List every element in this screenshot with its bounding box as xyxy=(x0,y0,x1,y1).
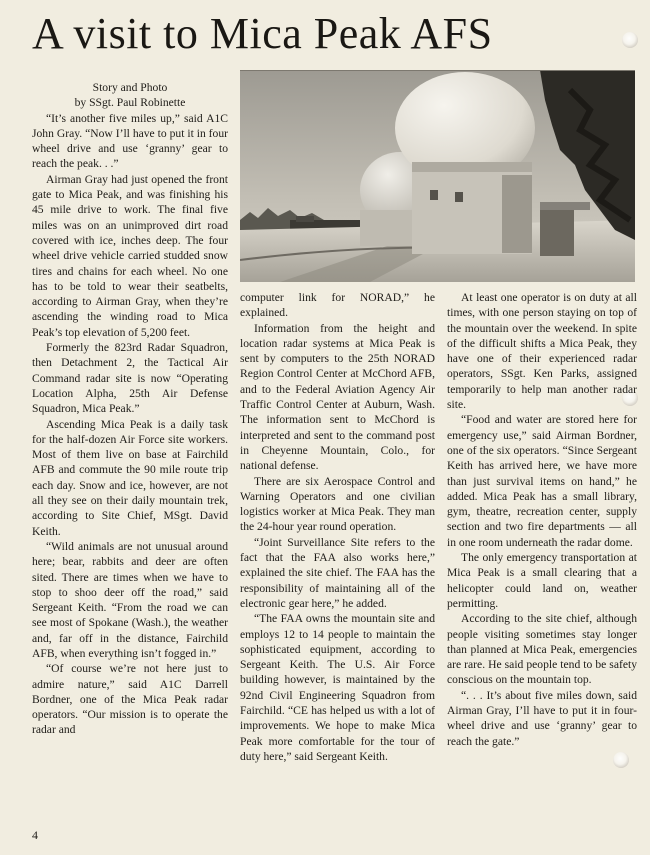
headline: A visit to Mica Peak AFS xyxy=(32,9,493,58)
paragraph: “Joint Surveillance Site refers to the fact that the FAA also works here,” explained the site chief. The FAA has the responsibility of maintaining all of the electronic gear here,” he added. xyxy=(240,535,435,610)
paragraph: Airman Gray had just opened the front gate to Mica Peak, and was finishing his 45 mile drive to work. The final five miles was on an unimproved dirt road covered with ice, inches deep. The four wheel drive vehicle carried studded snow tires and chains for each wheel. No one has to be told to wear their seatbelts, according to Airman Gray, when they’re ascending the winding road to Mica Peak’s top elevation of 5,200 feet. xyxy=(32,172,228,339)
paragraph: Formerly the 823rd Radar Squadron, then Detachment 2, the Tactical Air Command radar site is now “Operating Location Alpha, 25th Air Defense Squadron, Mica Peak.” xyxy=(32,341,228,416)
paragraph: There are six Aerospace Control and Warning Operators and one civilian logistics worker at Mica Peak. They man the 24-hour year round operation. xyxy=(240,474,435,534)
byline-line-1: Story and Photo xyxy=(92,81,168,94)
paragraph: “Of course we’re not here just to admire nature,” said A1C Darrell Bordner, one of the Mica Peak radar operators. “Our mission is to operate the radar and xyxy=(32,662,228,737)
paragraph: “Food and water are stored here for emergency use,” said Airman Bordner, one of the six operators. “Since Sergeant Keith has arrived here, we have more than just survival items on hand,” he added. Mica Peak has a small library, gym, theatre, recreation center, supply section and two fire departments — all in one room underneath the radar dome. xyxy=(447,413,637,549)
photo-radar-domes xyxy=(240,70,635,282)
paragraph: Ascending Mica Peak is a daily task for the half-dozen Air Force site workers. Most of them live on base at Fairchild AFB and commute the 90 mile route trip each day. Snow and ice, however, are not all they see on their daily mountain trek, according to Site Chief, MSgt. David Keith. xyxy=(32,417,228,538)
paragraph: computer link for NORAD,” he explained. xyxy=(240,291,435,320)
article-column-1 xyxy=(32,80,228,738)
paragraph: Information from the height and location radar systems at Mica Peak is sent by computers to the 25th NORAD Region Control Center at McChord AFB, and to the Federal Aviation Agency Air Traffic Control Center at Auburn, Wash. The information sent to McChord is interpreted and sent to the command post in Cheyenne Mountain, Colo., for national defense. xyxy=(240,321,435,473)
paragraph: “The FAA owns the mountain site and employs 12 to 14 people to maintain the sophisticated equipment, according to Sergeant Keith. The U.S. Air Force building however, is maintained by the 92nd Civil Engineering Squadron from Fairchild. “CE has helped us with a lot of improvements. We hope to make Mica Peak more comfortable for the tour of duty here,” said Sergeant Keith. xyxy=(240,612,435,763)
article-column-2 xyxy=(240,290,435,764)
punch-hole-top xyxy=(622,32,638,48)
paragraph: “. . . It’s about five miles down, said Airman Gray, I’ll have to put it in four-wheel drive and use ‘granny’ gear to reach the gate.” xyxy=(447,688,637,748)
paragraph: The only emergency transportation at Mica Peak is a small clearing that a helicopter could land on, weather permitting. xyxy=(447,551,637,610)
paragraph: At least one operator is on duty at all times, with one person staying on top of the mountain over the weekend. In spite of the difficult shifts a Mica Peak, they have one of their experienced radar operators, SSgt. Ken Parks, assigned temporarily to help man another radar site. xyxy=(447,291,637,412)
article-column-3 xyxy=(447,290,637,749)
page-number: 4 xyxy=(32,828,38,842)
paragraph: “Wild animals are not unusual around here; bear, rabbits and deer are often sited. There are times when we have to stop to shoo deer off the road,” said Sergeant Keith. “From the road we can see most of Spokane (Wash.), the weather and, far off in the distance, Fairchild AFB, when everything isn’t fogged in.” xyxy=(32,539,228,660)
punch-hole-bottom xyxy=(613,752,629,768)
paragraph: According to the site chief, although people visiting sometimes stay longer than planned at Mica Peak, emergencies are rare. He said people tend to be safety conscious on the mountain top. xyxy=(447,612,637,687)
paragraph: “It’s another five miles up,” said A1C John Gray. “Now I’ll have to put it in four wheel drive and use ‘granny’ gear to reach the peak. . .” xyxy=(32,111,228,171)
byline-line-2: by SSgt. Paul Robinette xyxy=(74,96,186,110)
